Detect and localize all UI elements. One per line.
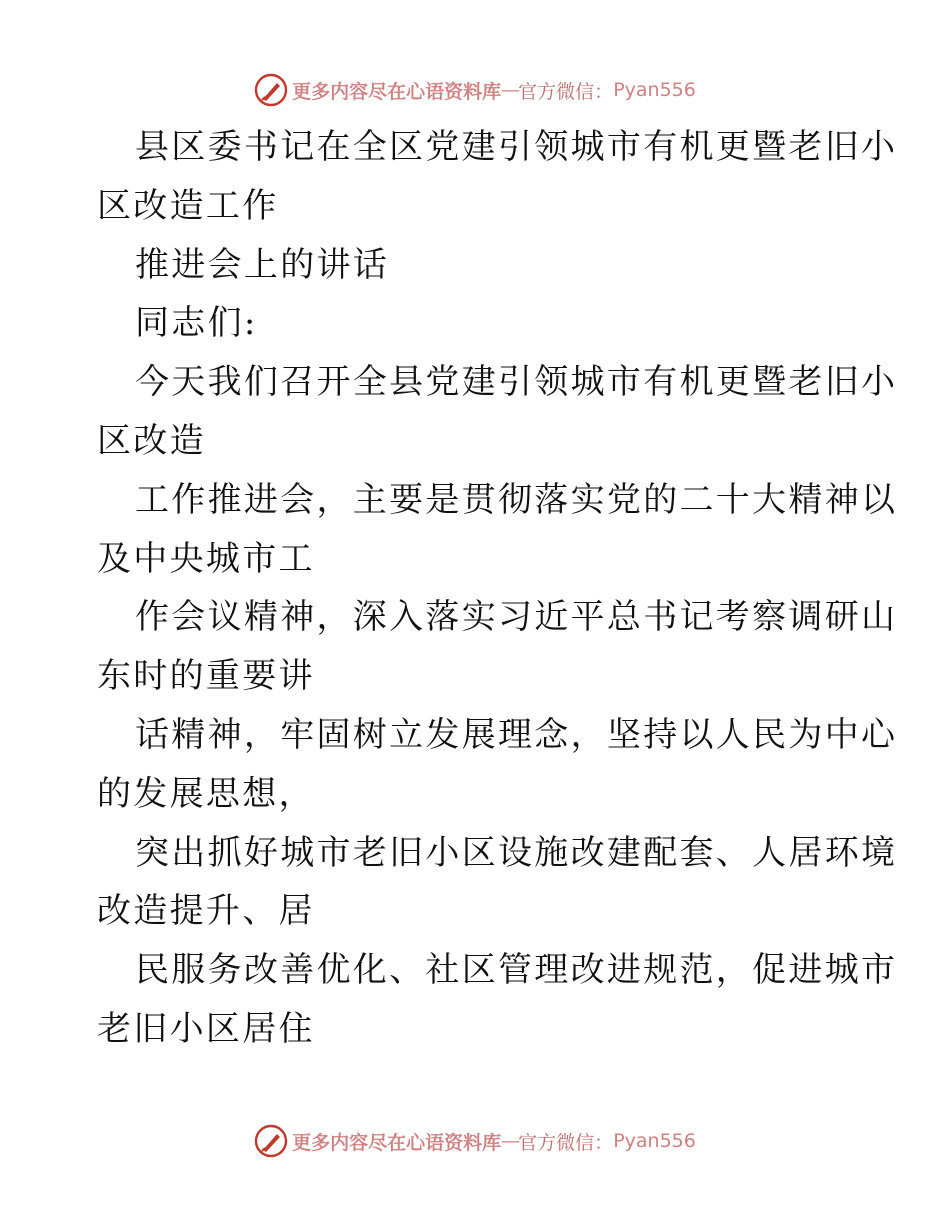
watermark-wechat-id: Pyan556 — [613, 79, 696, 101]
text-line: 同志们: — [135, 303, 258, 344]
footer-watermark — [0, 1121, 950, 1161]
quill-logo-icon — [254, 73, 288, 107]
text-line: 突出抓好城市老旧小区设施改建配套、人居环境 — [135, 832, 898, 873]
text-line: 及中央城市工 — [97, 538, 315, 579]
watermark-wechat-label: 官方微信： — [518, 80, 614, 103]
text-line: 老旧小区居住 — [97, 1008, 315, 1049]
text-line: 县区委书记在全区党建引领城市有机更暨老旧小 — [135, 127, 898, 167]
watermark-dash: — — [501, 1130, 519, 1152]
text-line: 话精神，牢固树立发展理念，坚持以人民为中心 — [135, 714, 898, 755]
text-line: 今天我们召开全县党建引领城市有机更暨老旧小 — [135, 362, 898, 403]
text-line: 东时的重要讲 — [97, 656, 315, 697]
text-line: 民服务改善优化、社区管理改进规范，促进城市 — [135, 950, 898, 991]
text-line: 改造提升、居 — [97, 891, 315, 932]
watermark-wechat-id: Pyan556 — [613, 1130, 696, 1152]
text-line: 工作推进会，主要是贯彻落实党的二十大精神以 — [135, 479, 898, 520]
header-watermark — [0, 70, 950, 110]
text-line: 作会议精神，深入落实习近平总书记考察调研山 — [135, 597, 898, 638]
watermark-main-text: 更多内容尽在心语资料库 — [292, 80, 502, 103]
document-body — [97, 118, 898, 1059]
watermark-dash: — — [501, 79, 519, 101]
text-line: 区改造工作 — [97, 185, 279, 226]
quill-logo-icon — [254, 1124, 288, 1158]
text-line: 推进会上的讲话 — [135, 244, 390, 285]
text-line: 的发展思想， — [97, 773, 315, 814]
text-line: 区改造 — [97, 420, 206, 461]
watermark-wechat-label: 官方微信： — [518, 1131, 614, 1154]
watermark-main-text: 更多内容尽在心语资料库 — [292, 1131, 502, 1154]
